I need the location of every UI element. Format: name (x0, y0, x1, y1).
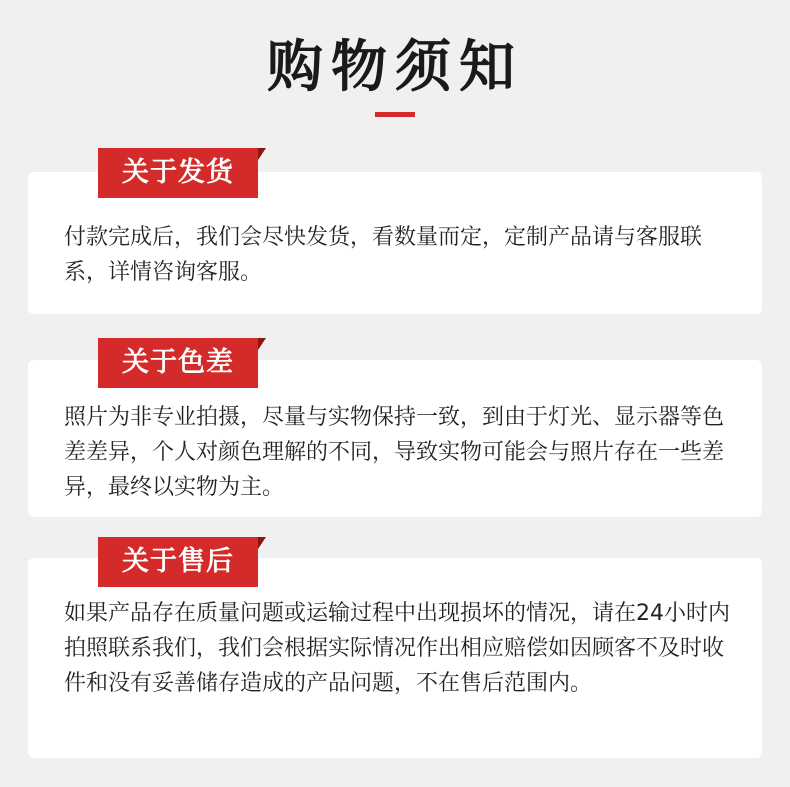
section-tag-color-difference (68, 338, 264, 392)
section-body-after-sales: 如果产品存在质量问题或运输过程中出现损坏的情况，请在24小时内拍照联系我们，我们会根据实际情况作出相应赔偿如因顾客不及时收件和没有妥善储存造成的产品问题，不在售后范围内。 (64, 601, 730, 696)
tag-fold-shape (258, 537, 266, 549)
section-heading-shipping: 关于发货 (98, 148, 258, 198)
section-heading-color-difference: 关于色差 (98, 338, 258, 388)
tag-fold-shape (258, 338, 266, 350)
section-body-shipping: 付款完成后，我们会尽快发货，看数量而定，定制产品请与客服联系，详情咨询客服。 (64, 225, 703, 285)
tag-fold-shape (258, 148, 266, 160)
section-tag-shipping (68, 148, 264, 202)
section-body-color-difference: 照片为非专业拍摄，尽量与实物保持一致，到由于灯光、显示器等色差差异，个人对颜色理解的不同，导致实物可能会与照片存在一些差异，最终以实物为主。 (64, 405, 725, 500)
title-underline (375, 112, 415, 117)
page-title: 购物须知 (267, 35, 523, 100)
section-heading-after-sales: 关于售后 (98, 537, 258, 587)
section-tag-after-sales (68, 537, 264, 591)
